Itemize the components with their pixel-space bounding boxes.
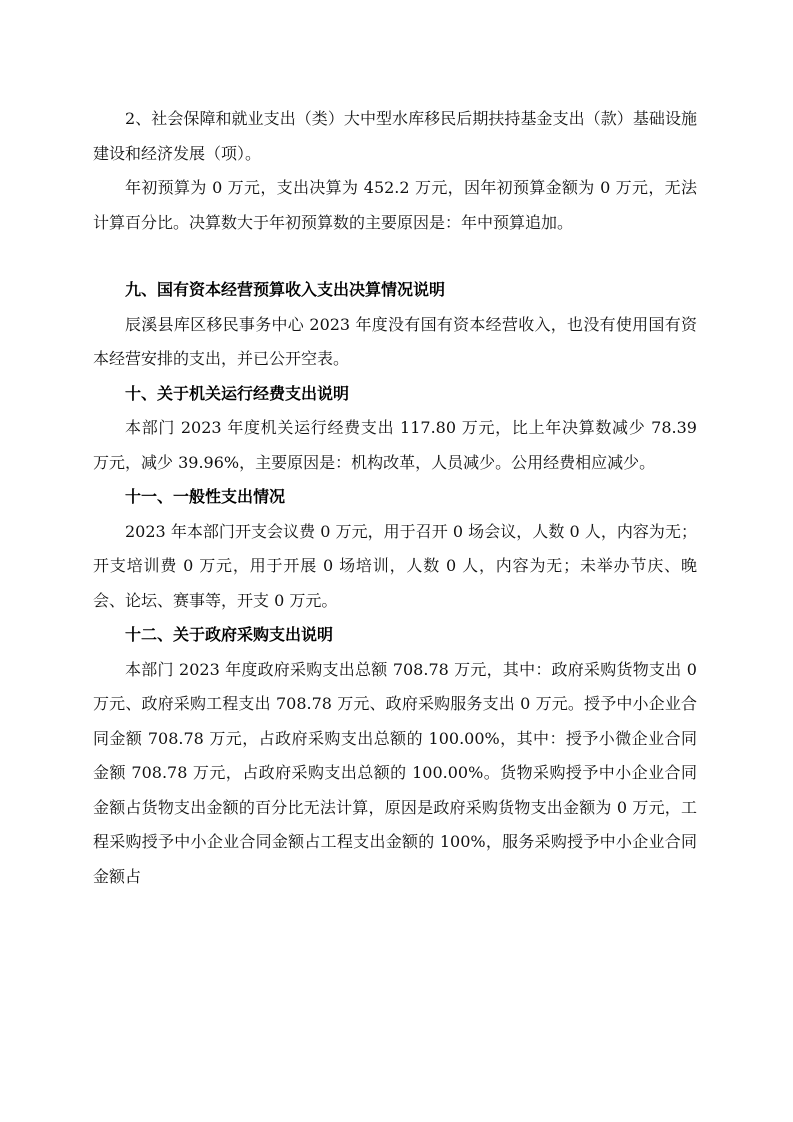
- section-12-paragraph: 本部门 2023 年度政府采购支出总额 708.78 万元，其中：政府采购货物支出 0 万元、政府采购工程支出 708.78 万元、政府采购服务支出 0 万元。授予中小企业合同金额 708.78 万元，占政府采购支出总额的 100.00%，其中：授予小微企业合同金额 708.78 万元，占政府采购支出总额的 100.00%。货物采购授予中小企业合同金额占货物支出金额的百分比无法计算，原因是政府采购货物支出金额为 0 万元，工程采购授予中小企业合同金额占工程支出金额的 100%，服务采购授予中小企业合同金额占: [93, 659, 697, 886]
- section-11-paragraph: 2023 年本部门开支会议费 0 万元，用于召开 0 场会议，人数 0 人，内容为无；开支培训费 0 万元，用于开展 0 场培训，人数 0 人，内容为无；未举办节庆、晚会、论坛、赛事等，开支 0 万元。: [93, 521, 697, 610]
- section-spacer: [93, 240, 697, 273]
- section-9-title: 九、国有资本经营预算收入支出决算情况说明: [125, 280, 446, 299]
- item-2-heading: 2、社会保障和就业支出（类）大中型水库移民后期扶持基金支出（款）基础设施建设和经济发展（项）。: [93, 109, 697, 163]
- section-10-paragraph: 本部门 2023 年度机关运行经费支出 117.80 万元，比上年决算数减少 78.39 万元，减少 39.96%，主要原因是：机构改革，人员减少。公用经费相应减少。: [93, 418, 697, 472]
- section-9-paragraph: 辰溪县库区移民事务中心 2023 年度没有国有资本经营收入，也没有使用国有资本经营安排的支出，并已公开空表。: [93, 314, 697, 368]
- section-11-title: 十一、一般性支出情况: [125, 487, 286, 506]
- item-2-body: 年初预算为 0 万元，支出决算为 452.2 万元，因年初预算金额为 0 万元，无法计算百分比。决算数大于年初预算数的主要原因是：年中预算追加。: [93, 178, 697, 232]
- section-10-title: 十、关于机关运行经费支出说明: [125, 383, 350, 403]
- document-content: [93, 102, 697, 894]
- section-12-title: 十二、关于政府采购支出说明: [125, 625, 334, 644]
